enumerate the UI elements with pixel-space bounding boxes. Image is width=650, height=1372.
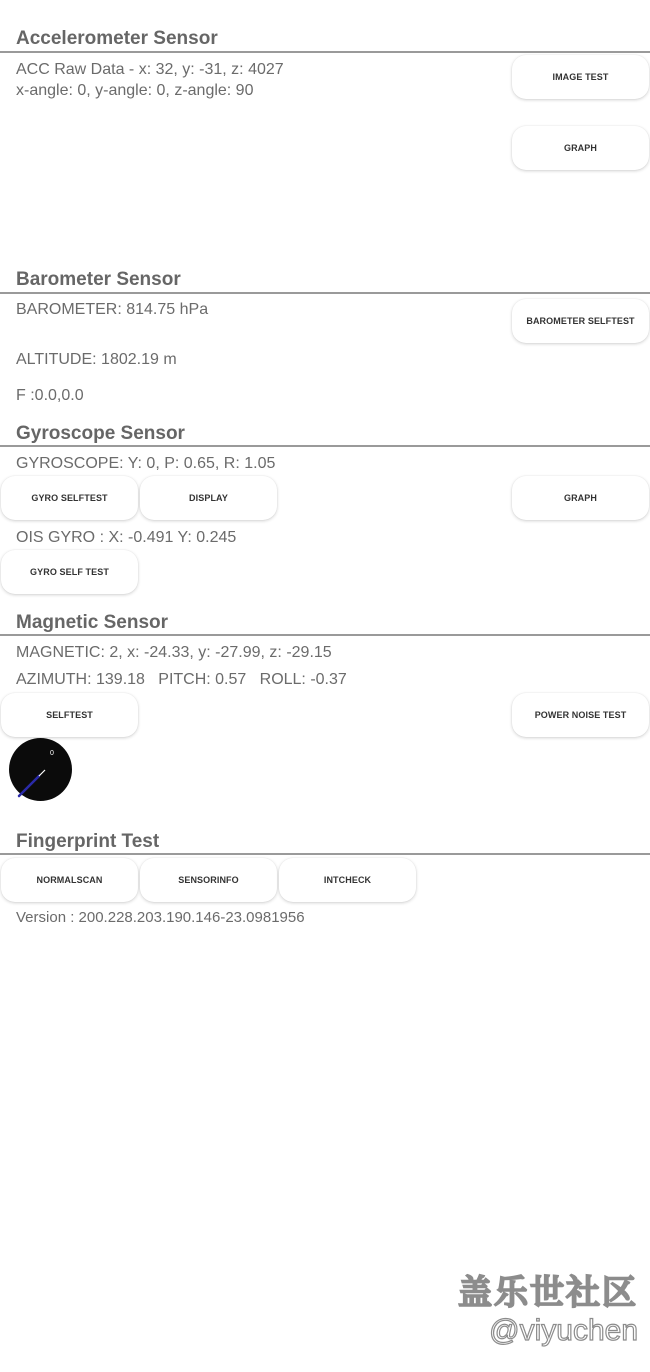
fingerprint-title: Fingerprint Test	[16, 831, 160, 852]
section-divider	[0, 292, 650, 294]
power-noise-test-button[interactable]: POWER NOISE TEST	[512, 693, 649, 737]
acc-angles: x-angle: 0, y-angle: 0, z-angle: 90	[16, 82, 254, 99]
acc-raw-data: ACC Raw Data - x: 32, y: -31, z: 4027	[16, 61, 284, 78]
compass-dial	[9, 738, 72, 801]
accelerometer-title: Accelerometer Sensor	[16, 28, 218, 49]
section-divider	[0, 634, 650, 636]
version-text: Version : 200.228.203.190.146-23.0981956	[16, 909, 305, 926]
barometer-selftest-button[interactable]: BAROMETER SELFTEST	[512, 299, 649, 343]
magnetic-selftest-button[interactable]: SELFTEST	[1, 693, 138, 737]
compass-needle-icon	[9, 738, 72, 801]
watermark-user: @viyuchen	[489, 1314, 638, 1347]
normalscan-button[interactable]: NORMALSCAN	[1, 858, 138, 902]
gyroscope-value: GYROSCOPE: Y: 0, P: 0.65, R: 1.05	[16, 455, 276, 472]
altitude-value: ALTITUDE: 1802.19 m	[16, 351, 177, 368]
display-button[interactable]: DISPLAY	[140, 476, 277, 520]
intcheck-button[interactable]: INTCHECK	[279, 858, 416, 902]
image-test-button[interactable]: IMAGE TEST	[512, 55, 649, 99]
gyro-graph-button[interactable]: GRAPH	[512, 476, 649, 520]
compass-mark: 0	[50, 750, 54, 757]
section-divider	[0, 445, 650, 447]
acc-graph-button[interactable]: GRAPH	[512, 126, 649, 170]
orientation-value: AZIMUTH: 139.18 PITCH: 0.57 ROLL: -0.37	[16, 671, 347, 688]
barometer-title: Barometer Sensor	[16, 269, 181, 290]
gyro-self-test-button[interactable]: GYRO SELF TEST	[1, 550, 138, 594]
sensorinfo-button[interactable]: SENSORINFO	[140, 858, 277, 902]
ois-gyro-value: OIS GYRO : X: -0.491 Y: 0.245	[16, 529, 237, 546]
gyro-selftest-button[interactable]: GYRO SELFTEST	[1, 476, 138, 520]
f-value: F :0.0,0.0	[16, 387, 84, 404]
barometer-value: BAROMETER: 814.75 hPa	[16, 301, 209, 318]
gyroscope-title: Gyroscope Sensor	[16, 423, 185, 444]
magnetic-value: MAGNETIC: 2, x: -24.33, y: -27.99, z: -29.15	[16, 644, 332, 661]
watermark-site: 盖乐世社区	[458, 1274, 638, 1312]
section-divider	[0, 853, 650, 855]
magnetic-title: Magnetic Sensor	[16, 612, 169, 633]
section-divider	[0, 51, 650, 53]
